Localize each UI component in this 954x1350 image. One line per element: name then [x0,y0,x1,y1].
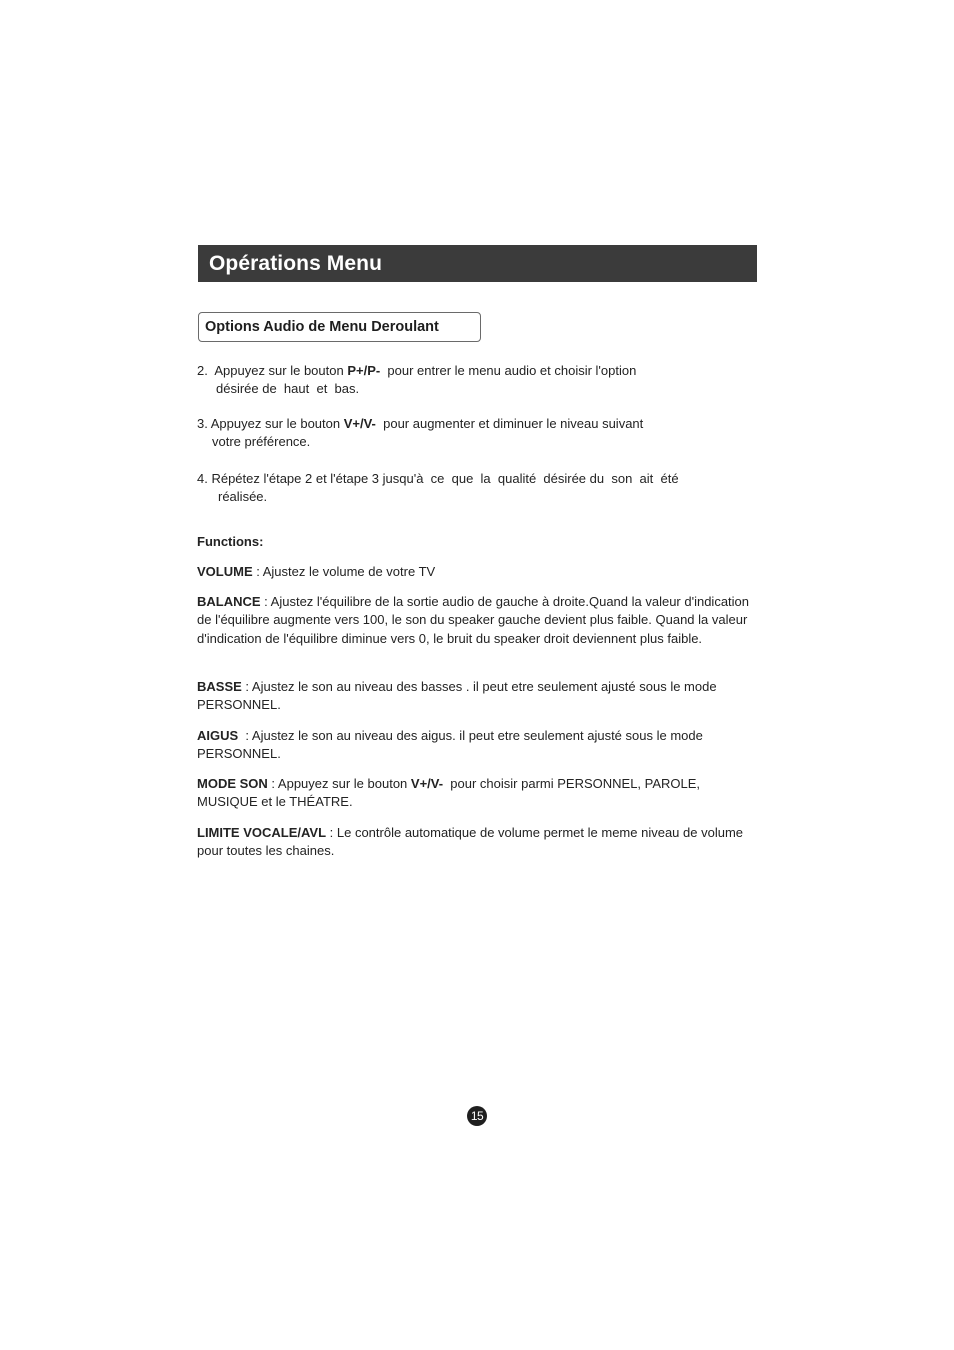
button-key-label: P+/P- [347,363,381,378]
function-label: BASSE [197,679,242,694]
page-title: Opérations Menu [209,251,383,275]
function-limite-vocale-avl [197,824,762,861]
step-text: pour entrer le menu audio et choisir l'option [380,363,637,378]
section-title: Options Audio de Menu Deroulant [205,319,439,335]
function-volume [197,563,762,581]
function-description: : Ajustez l'équilibre de la sortie audio de gauche à droite.Quand la valeur d'indication de l'équilibre augmente vers 100, le son du speaker gauche devient plus faible. Quand la valeur d'indication de l'équilibre diminue vers 0, le bruit du speaker droit deviennent plus faible. [197,594,753,646]
function-description: : Ajustez le son au niveau des basses . il peut etre seulement ajusté sous le mode PERSONNEL. [197,679,721,713]
button-key-label: V+/V- [343,416,376,431]
function-description: : Ajustez le volume de votre TV [252,564,436,579]
page-header-bar [198,245,757,282]
section-title-box [198,312,481,342]
function-label: VOLUME [197,564,253,579]
function-mode-son [197,775,762,812]
functions-heading: Functions: [197,534,264,549]
page-number-badge: 15 [467,1106,487,1126]
step-text: 2. Appuyez sur le bouton [197,363,348,378]
function-basse [197,678,762,715]
step-2 [197,362,636,399]
step-line: 4. Répétez l'étape 2 et l'étape 3 jusqu'à ce que la qualité désirée du son ait été [197,471,679,486]
step-line [197,362,636,380]
step-line-continuation: désirée de haut et bas. [216,381,360,397]
step-line [197,415,643,433]
function-description: : Appuyez sur le bouton [267,776,411,791]
step-text: pour augmenter et diminuer le niveau suivant [375,416,644,431]
button-key-label: V+/V- [410,776,444,791]
function-description: : Ajustez le son au niveau des aigus. il peut etre seulement ajusté sous le mode PERSONNEL. [197,728,707,762]
step-4 [197,470,679,507]
function-label: AIGUS [197,728,239,743]
step-text: 3. Appuyez sur le bouton [197,416,344,431]
function-balance [197,593,762,648]
function-label: LIMITE VOCALE/AVL [197,825,327,840]
function-label: MODE SON [197,776,268,791]
function-description: : Le contrôle automatique de volume permet le meme niveau de volume pour toutes les chaines. [197,825,747,859]
function-description: pour choisir parmi PERSONNEL, PAROLE, MUSIQUE et le THÉATRE. [197,776,704,810]
step-line-continuation: votre préférence. [212,434,311,450]
function-label: BALANCE [197,594,261,609]
step-line-continuation: réalisée. [218,489,268,505]
step-3 [197,415,643,452]
function-aigus [197,727,762,764]
